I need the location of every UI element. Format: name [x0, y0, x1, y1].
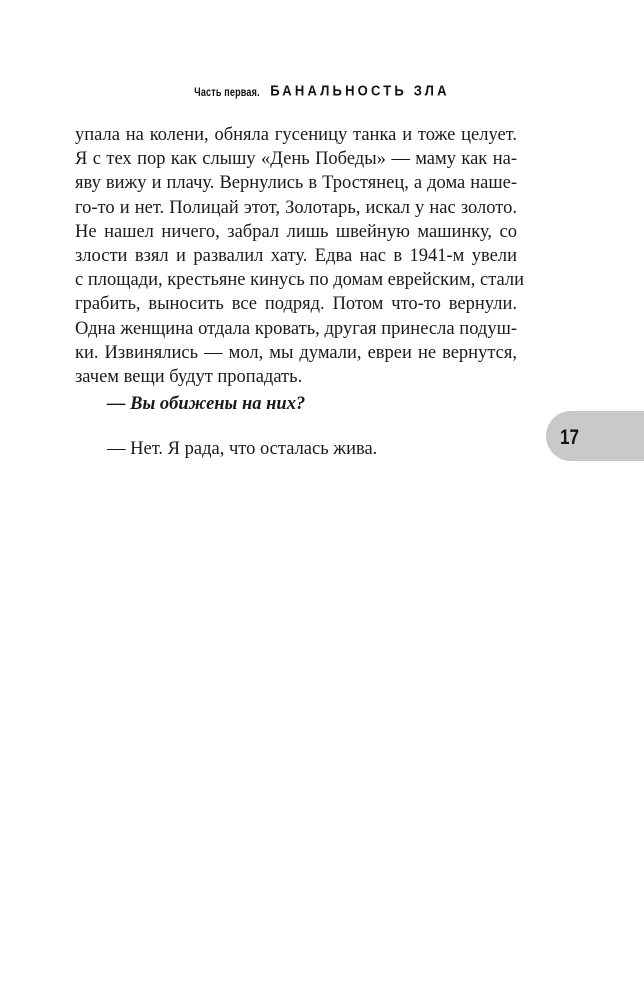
paragraph-line: ки. Извинялись — мол, мы думали, евреи не вернутся, — [75, 342, 517, 363]
paragraph-line: упала на колени, обняла гусеницу танка и тоже целует. — [75, 125, 517, 145]
interview-question: — Вы обижены на них? — [107, 394, 306, 414]
body-paragraph — [75, 123, 525, 389]
paragraph-line: злости взял и развалил хату. Едва нас в 1941-м увели — [75, 246, 517, 267]
running-head-part: Часть первая. — [194, 85, 260, 99]
paragraph-line: Одна женщина отдала кровать, другая принесла подуш- — [75, 318, 517, 339]
paragraph-line: грабить, выносить все подряд. Потом что-то вернули. — [75, 294, 517, 315]
running-head — [0, 82, 644, 100]
paragraph-line: Я с тех пор как слышу «День Победы» — маму как на- — [75, 149, 517, 170]
paragraph-line: с площади, крестьяне кинусь по домам еврейским, стали — [75, 270, 525, 291]
page-number: 17 — [560, 425, 579, 449]
running-head-title: БАНАЛЬНОСТЬ ЗЛА — [270, 81, 450, 100]
paragraph-line: яву вижу и плачу. Вернулись в Тростянец, а дома наше- — [75, 173, 517, 194]
paragraph-line: зачем вещи будут пропадать. — [75, 367, 303, 388]
paragraph-line: Не нашел ничего, забрал лишь швейную машинку, со — [75, 221, 517, 242]
paragraph-line: го-то и нет. Полицай этот, Золотарь, искал у нас золото. — [75, 197, 517, 218]
interview-answer: — Нет. Я рада, что осталась жива. — [107, 439, 378, 459]
page-number-tab — [546, 411, 644, 461]
